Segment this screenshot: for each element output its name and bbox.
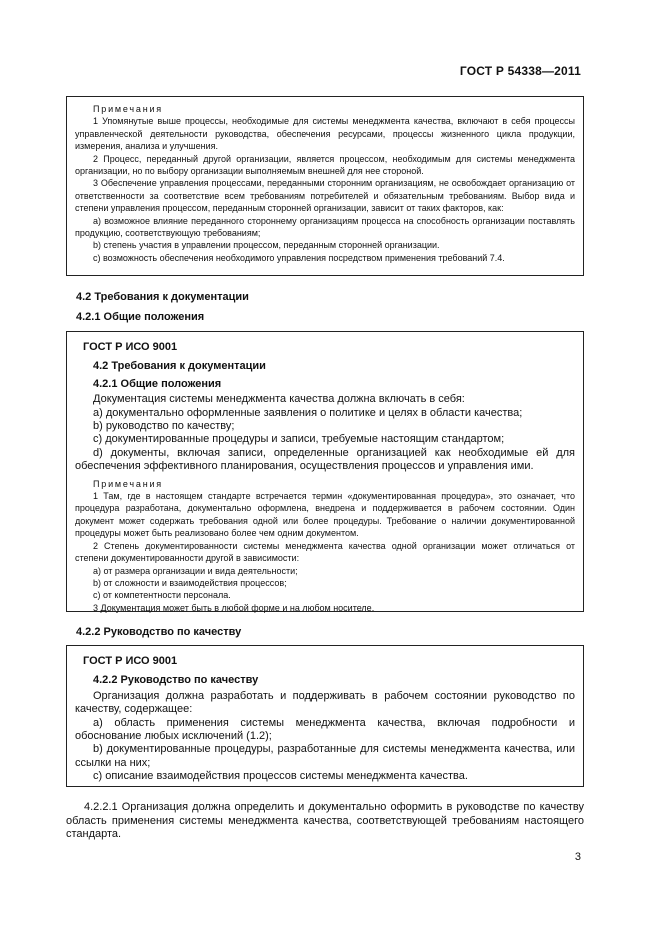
notes-title: Примечания <box>93 104 163 114</box>
standard-title: ГОСТ Р ИСО 9001 <box>83 341 178 353</box>
box-heading: 4.2 Требования к документации <box>93 360 266 373</box>
section-heading-4-2-1: 4.2.1 Общие положения <box>76 311 205 323</box>
note-paragraph: 2 Степень документированности системы менеджмента качества одной организации может отличаться от степени документированности другой в зависимости: <box>75 540 575 564</box>
box-paragraph: d) документы, включая записи, определенные организацией как необходимые ей для обеспечения эффективного планирования, осуществления процессов и управления ими. <box>75 446 575 473</box>
note-paragraph: c) от компетентности персонала. <box>93 590 231 601</box>
note-paragraph: c) возможность обеспечения необходимого управления посредством применения требований 7.4. <box>93 252 505 263</box>
box-paragraph: a) область применения системы менеджмента качества, включая подробности и обоснование любых исключений (1.2); <box>75 716 575 743</box>
box-paragraph: Документация системы менеджмента качества должна включать в себя: <box>93 393 465 406</box>
notes-title: Примечания <box>93 478 163 489</box>
section-heading-4-2-2: 4.2.2 Руководство по качеству <box>76 626 242 638</box>
page-number: 3 <box>574 851 581 863</box>
note-paragraph: 1 Упомянутые выше процессы, необходимые для системы менеджмента качества, включают в себя процессы управленческой деятельности руководства, обеспечения ресурсами, процессы жизненного цикла продукции, измерения, анализа и улучшения. <box>75 116 575 152</box>
note-paragraph: b) от сложности и взаимодействия процессов; <box>93 577 287 588</box>
note-paragraph: a) от размера организации и вида деятельности; <box>93 565 298 576</box>
box-paragraph: c) описание взаимодействия процессов системы менеджмента качества. <box>93 770 468 783</box>
note-paragraph: 3 Обеспечение управления процессами, переданными сторонним организациям, не освобождает организацию от ответственности за соответствие всем требованиям потребителей и обязательным требованиям. Выбор вида и степени управления процессом, переданным сторонней организации, зависит от таких факторов, как: <box>75 178 575 214</box>
note-paragraph: 2 Процесс, переданный другой организации, является процессом, необходимым для системы менеджмента организации, но по выбору организации выполняемым внешней для нее стороной. <box>75 153 575 177</box>
box-paragraph: Организация должна разработать и поддерживать в рабочем состоянии руководство по качеству, содержащее: <box>75 689 575 716</box>
notes-box-top <box>66 96 584 276</box>
box-paragraph: b) руководство по качеству; <box>93 420 235 433</box>
standard-quote-box-4-2-2 <box>66 645 584 787</box>
paragraph-text: 4.2.2.1 Организация должна определить и документально оформить в руководстве по качеству область применения системы менеджмента качества, соответствующей требованиям настоящего стандарта. <box>66 801 584 841</box>
box-paragraph: a) документально оформленные заявления о политике и целях в области качества; <box>93 406 523 419</box>
box-paragraph: c) документированные процедуры и записи, требуемые настоящим стандартом; <box>93 433 505 446</box>
note-paragraph: 1 Там, где в настоящем стандарте встречается термин «документированная процедура», это означает, что процедура разработана, документально оформлена, внедрена и поддерживается в рабочем состоянии. Один документ может содержать требования одной или более процедуры. Требование о наличии документированной процедуры может быть реализовано более чем одним документом. <box>75 491 575 539</box>
box-paragraph: b) документированные процедуры, разработанные для системы менеджмента качества, или ссылки на них; <box>75 743 575 769</box>
note-paragraph: 3 Документация может быть в любой форме и на любом носителе. <box>93 602 375 613</box>
section-heading-4-2: 4.2 Требования к документации <box>76 291 249 303</box>
standard-title: ГОСТ Р ИСО 9001 <box>83 655 178 667</box>
note-paragraph: b) степень участия в управлении процессом, переданным сторонней организации. <box>93 240 440 251</box>
box-heading: 4.2.2 Руководство по качеству <box>93 674 259 687</box>
body-paragraph-4-2-2-1 <box>66 801 584 842</box>
standard-quote-box-4-2 <box>66 331 584 612</box>
document-id-header: ГОСТ Р 54338—2011 <box>459 64 581 78</box>
note-paragraph: a) возможное влияние переданного стороннему организациям процесса на способность организации поставлять продукцию, соответствующую требованиям; <box>75 215 575 239</box>
box-subheading: 4.2.1 Общие положения <box>93 377 222 390</box>
